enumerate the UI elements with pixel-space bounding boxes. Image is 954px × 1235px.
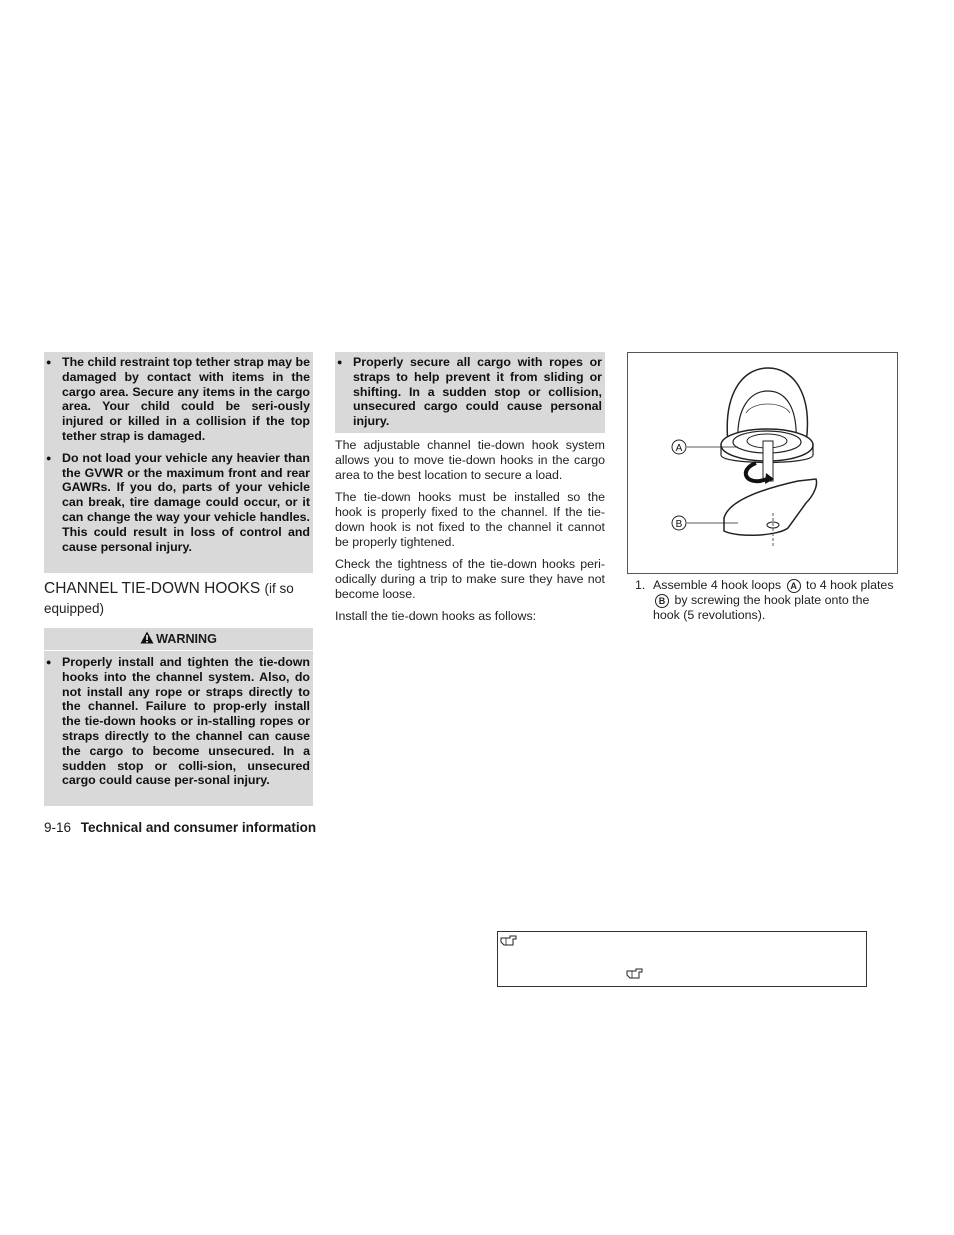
label-b-badge: B (655, 594, 669, 608)
page-number: 9-16 (44, 820, 72, 835)
warning-bullet-list (44, 651, 313, 788)
caption-part: by screwing the hook plate onto the hook (5 revolutions). (653, 593, 870, 622)
caption-part: to 4 hook plates (806, 578, 894, 592)
section-heading (44, 579, 319, 619)
label-a-badge: A (787, 579, 801, 593)
section-heading-text: CHANNEL TIE-DOWN HOOKS (44, 580, 261, 597)
warning-bullet: ● Properly install and tighten the tie-down hooks into the channel system. Also, do not install any rope or straps directly to the channel. Failure to prop-erly install the tie-down hooks or in-stalling ropes or straps directly to the channel can cause the cargo to become unsecured. In a sudden stop or colli-sion, unsecured cargo could cause per-sonal injury. (44, 655, 310, 788)
warning-label: WARNING (156, 632, 217, 646)
warning-bullet-list (44, 352, 313, 554)
warning-bullet: ● Properly secure all cargo with ropes or straps to help prevent it from sliding or shifting. In a sudden stop or collision, unsecured cargo could cause personal injury. (335, 355, 602, 429)
hook-drawing (628, 353, 897, 573)
figure-label-a: A (675, 443, 683, 454)
tie-down-hook-illustration (627, 352, 898, 574)
paragraph: The tie-down hooks must be installed so the hook is properly fixed to the channel. If the tie-down hook is not fixed to the channel it cannot be properly tightened. (335, 490, 605, 549)
caption-text (653, 578, 897, 623)
body-text (335, 438, 605, 631)
section-heading-note: (if so equipped) (44, 581, 294, 616)
section-title: Technical and consumer information (80, 820, 317, 835)
paragraph: Install the tie-down hooks as follows: (335, 609, 537, 623)
caption-part: Assemble 4 hook loops (653, 578, 782, 592)
note-box (497, 931, 867, 987)
paragraph: Check the tightness of the tie-down hooks peri-odically during a trip to make sure they have not become loose. (335, 557, 605, 601)
paragraph: The adjustable channel tie-down hook system allows you to move tie-down hooks in the cargo area to the best location to secure a load. (335, 438, 605, 482)
page-footer (44, 820, 316, 835)
warning-header (44, 628, 313, 650)
warning-bullet: ● The child restraint top tether strap may be damaged by contact with items in the cargo area. Secure any items in the cargo area. Your child could be seri-ously injured or killed in a collision if the top tether strap is damaged. (44, 355, 310, 444)
pointing-hand-icon (626, 967, 644, 985)
warning-bullet-list (335, 352, 605, 429)
pointing-hand-icon (500, 934, 518, 952)
warning-box-cargo (335, 352, 605, 433)
figure-label-b: B (675, 519, 683, 530)
warning-box-channel (44, 628, 313, 806)
warning-triangle-icon (140, 631, 154, 647)
warning-box-top-tether (44, 352, 313, 573)
caption-number: 1. (635, 578, 646, 592)
figure-caption (635, 578, 897, 623)
warning-bullet: ● Do not load your vehicle any heavier than the GVWR or the maximum front and rear GAWRs. If you do, parts of your vehicle can break, tire damage could occur, or it can change the way your vehicle handles. This could result in loss of control and cause personal injury. (44, 451, 310, 555)
